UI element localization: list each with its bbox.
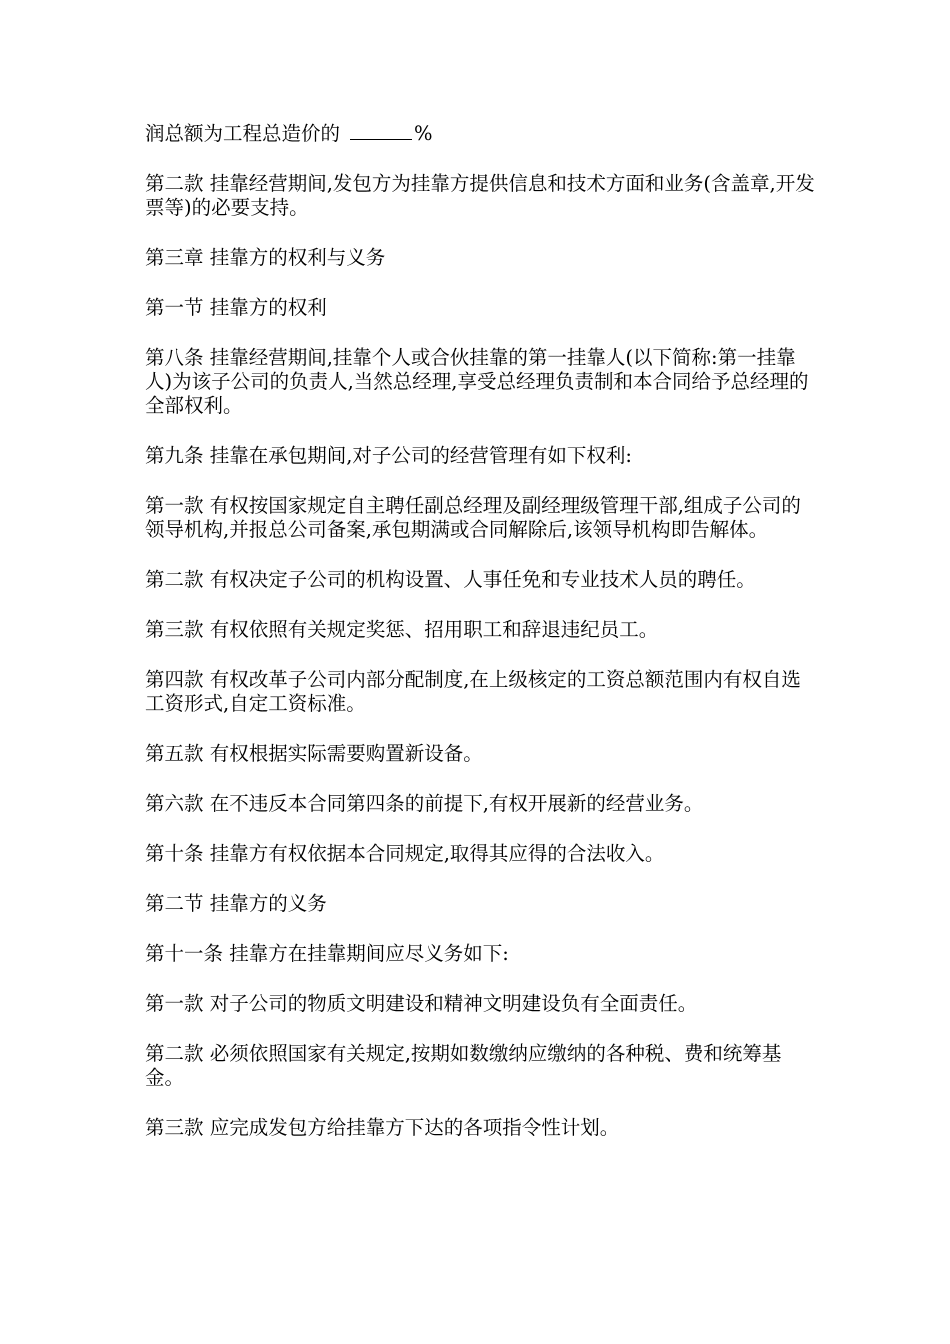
paragraph: 第五款 有权根据实际需要购置新设备。 [145, 742, 483, 765]
paragraph: 第十一条 挂靠方在挂靠期间应尽义务如下: [145, 942, 509, 965]
paragraph: 第二款 必须依照国家有关规定,按期如数缴纳应缴纳的各种税、费和统筹基金。 [145, 1042, 782, 1089]
paragraph: 第十条 挂靠方有权依据本合同规定,取得其应得的合法收入。 [145, 842, 665, 865]
paragraph: 第一款 对子公司的物质文明建设和精神文明建设负有全面责任。 [145, 992, 698, 1015]
chapter-heading: 第三章 挂靠方的权利与义务 [145, 246, 386, 269]
paragraph: 第三款 应完成发包方给挂靠方下达的各项指令性计划。 [145, 1116, 620, 1139]
profit-ratio-text: 润总额为工程总造价的 [145, 122, 341, 145]
paragraph: 第六款 在不违反本合同第四条的前提下,有权开展新的经营业务。 [145, 792, 704, 815]
paragraph: 第四款 有权改革子公司内部分配制度,在上级核定的工资总额范围内有权自选工资形式,自定工资标准。 [145, 668, 801, 715]
percent-sign: % [414, 122, 433, 145]
paragraph: 第二款 挂靠经营期间,发包方为挂靠方提供信息和技术方面和业务(含盖章,开发票等)的必要支持。 [145, 172, 815, 219]
document-body [145, 122, 815, 1166]
paragraph: 第九条 挂靠在承包期间,对子公司的经营管理有如下权利: [145, 444, 632, 467]
paragraph-profit-ratio [145, 122, 815, 146]
paragraph: 第八条 挂靠经营期间,挂靠个人或合伙挂靠的第一挂靠人(以下简称:第一挂靠人)为该子公司的负责人,当然总经理,享受总经理负责制和本合同给予总经理的全部权利。 [145, 346, 809, 417]
paragraph: 第三款 有权依照有关规定奖惩、招用职工和辞退违纪员工。 [145, 618, 659, 641]
section-heading: 第一节 挂靠方的权利 [145, 296, 327, 319]
paragraph: 第二款 有权决定子公司的机构设置、人事任免和专业技术人员的聘任。 [145, 568, 756, 591]
percent-blank-field [350, 123, 412, 140]
paragraph: 第一款 有权按国家规定自主聘任副总经理及副经理级管理干部,组成子公司的领导机构,并报总公司备案,承包期满或合同解除后,该领导机构即告解体。 [145, 494, 801, 541]
section-heading: 第二节 挂靠方的义务 [145, 892, 327, 915]
